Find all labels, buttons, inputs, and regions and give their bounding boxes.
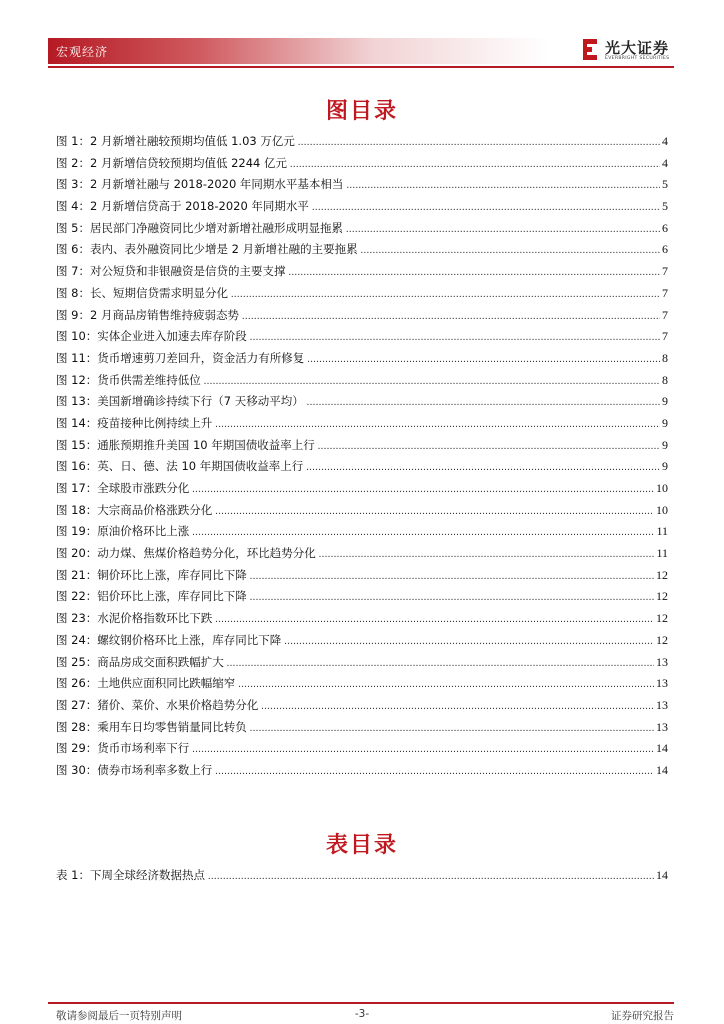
toc-entry-label: 图 20：动力煤、焦煤价格趋势分化，环比趋势分化 [56, 546, 316, 561]
header-section-label: 宏观经济 [56, 45, 109, 59]
footer-disclaimer: 敬请参阅最后一页特别声明 [56, 1010, 182, 1022]
header-band [48, 38, 548, 64]
brand-logo-name: 光大证券 [605, 39, 670, 57]
toc-leader-dots [192, 739, 654, 761]
toc-entry-label: 图 1：2 月新增社融较预期均值低 1.03 万亿元 [56, 134, 295, 148]
toc-leader-dots [284, 631, 654, 653]
figure-index-entry[interactable] [56, 630, 668, 652]
toc-entry-label: 图 2：2 月新增信贷较预期均值低 2244 亿元 [56, 155, 288, 170]
toc-entry-label: 图 10：实体企业进入加速去库存阶段 [56, 329, 247, 344]
figure-index-entry[interactable] [56, 760, 668, 782]
toc-leader-dots [307, 392, 660, 414]
figure-index-entry[interactable] [56, 478, 668, 500]
toc-entry-page: 9 [662, 394, 668, 409]
figure-index-entry[interactable] [56, 348, 668, 370]
toc-entry-page: 7 [662, 285, 668, 300]
toc-entry-label: 图 6：表内、表外融资同比少增是 2 月新增社融的主要拖累 [56, 242, 358, 257]
toc-leader-dots [318, 436, 660, 458]
footer-report-type: 证券研究报告 [611, 1010, 674, 1022]
toc-entry-label: 图 21：铜价环比上涨，库存同比下降 [56, 567, 247, 582]
toc-leader-dots [192, 522, 654, 544]
page-number: -3- [354, 1008, 370, 1020]
figure-index-entry[interactable] [56, 131, 668, 153]
toc-entry-label: 图 28：乘用车日均零售销量同比转负 [56, 719, 247, 734]
figure-index-entry[interactable] [56, 543, 668, 565]
figure-index-title: 图目录 [325, 99, 398, 124]
toc-entry-label: 图 18：大宗商品价格涨跌分化 [56, 502, 213, 517]
toc-leader-dots [215, 609, 654, 631]
toc-leader-dots [312, 197, 660, 219]
toc-entry-label: 图 19：原油价格环比上涨 [56, 524, 190, 539]
figure-index-entry[interactable] [56, 738, 668, 760]
toc-leader-dots [361, 240, 660, 262]
figure-index-entry[interactable] [56, 326, 668, 348]
toc-entry-page: 11 [656, 546, 668, 561]
figure-index-entry[interactable] [56, 283, 668, 305]
footer-rule [48, 1002, 674, 1004]
toc-entry-label: 图 22：铝价环比上涨，库存同比下降 [56, 589, 247, 604]
toc-leader-dots [306, 457, 660, 479]
toc-leader-dots [227, 653, 654, 675]
toc-entry-label: 图 27：猪价、菜价、水果价格趋势分化 [56, 697, 259, 712]
toc-entry-label: 图 8：长、短期信贷需求明显分化 [56, 285, 228, 300]
toc-entry-label: 图 14：疫苗接种比例持续上升 [56, 415, 213, 430]
toc-entry-page: 12 [656, 611, 668, 626]
toc-leader-dots [242, 306, 660, 328]
toc-leader-dots [290, 154, 660, 176]
figure-index-entry[interactable] [56, 196, 668, 218]
figure-index-entry[interactable] [56, 218, 668, 240]
toc-entry-label: 图 16：英、日、德、法 10 年期国债收益率上行 [56, 459, 304, 474]
toc-leader-dots [215, 761, 654, 783]
toc-entry-page: 14 [656, 762, 668, 777]
figure-index-entry[interactable] [56, 500, 668, 522]
toc-leader-dots [238, 674, 654, 696]
toc-entry-page: 14 [656, 868, 668, 882]
figure-index-entry[interactable] [56, 456, 668, 478]
toc-entry-page: 8 [662, 372, 668, 387]
figure-index-entry[interactable] [56, 435, 668, 457]
figure-index-entry[interactable] [56, 370, 668, 392]
toc-entry-page: 11 [656, 524, 668, 539]
figure-index-entry[interactable] [56, 608, 668, 630]
toc-leader-dots [231, 284, 660, 306]
toc-entry-page: 12 [656, 632, 668, 647]
toc-entry-label: 图 11：货币增速剪刀差回升，资金活力有所修复 [56, 350, 305, 365]
toc-entry-page: 13 [656, 719, 668, 734]
toc-leader-dots [215, 501, 654, 523]
toc-entry-label: 图 23：水泥价格指数环比下跌 [56, 611, 213, 626]
toc-leader-dots [192, 479, 654, 501]
figure-index-entry[interactable] [56, 695, 668, 717]
toc-entry-page: 7 [662, 264, 668, 279]
toc-leader-dots [215, 414, 660, 436]
toc-leader-dots [204, 371, 660, 393]
figure-index-list [56, 131, 668, 782]
toc-entry-page: 7 [662, 329, 668, 344]
toc-entry-label: 图 17：全球股市涨跌分化 [56, 481, 190, 495]
toc-leader-dots [307, 349, 660, 371]
toc-entry-label: 图 4：2 月新增信贷高于 2018-2020 年同期水平 [56, 199, 309, 214]
toc-entry-page: 13 [656, 654, 668, 669]
toc-entry-label: 表 1：下周全球经济数据热点 [56, 868, 205, 882]
figure-index-entry[interactable] [56, 586, 668, 608]
toc-entry-page: 12 [656, 567, 668, 582]
brand-logo [583, 37, 683, 65]
figure-index-entry[interactable] [56, 153, 668, 175]
toc-entry-page: 9 [662, 415, 668, 430]
figure-index-entry[interactable] [56, 391, 668, 413]
figure-index-entry[interactable] [56, 239, 668, 261]
toc-entry-page: 13 [656, 676, 668, 691]
toc-leader-dots [346, 175, 660, 197]
toc-entry-label: 图 26：土地供应面积同比跌幅缩窄 [56, 676, 236, 691]
figure-index-entry[interactable] [56, 565, 668, 587]
figure-index-entry[interactable] [56, 261, 668, 283]
toc-entry-label: 图 12：货币供需差维持低位 [56, 372, 201, 387]
table-index-list [56, 865, 668, 887]
toc-entry-page: 9 [662, 459, 668, 474]
toc-entry-label: 图 25：商品房成交面积跌幅扩大 [56, 654, 224, 669]
toc-entry-page: 7 [662, 307, 668, 322]
figure-index-entry[interactable] [56, 521, 668, 543]
toc-entry-page: 4 [662, 134, 668, 148]
toc-entry-page: 10 [656, 502, 668, 517]
toc-entry-page: 6 [662, 220, 668, 235]
toc-entry-label: 图 7：对公短贷和非银融资是信贷的主要支撑 [56, 264, 286, 279]
toc-leader-dots [298, 132, 660, 154]
toc-leader-dots [250, 566, 654, 588]
toc-entry-label: 图 29：货币市场利率下行 [56, 741, 190, 756]
toc-leader-dots [208, 866, 654, 888]
header-rule [48, 66, 674, 68]
toc-entry-label: 图 24：螺纹钢价格环比上涨，库存同比下降 [56, 632, 282, 647]
toc-entry-page: 14 [656, 741, 668, 756]
toc-leader-dots [346, 219, 660, 241]
toc-entry-page: 5 [662, 177, 668, 192]
figure-index-entry[interactable] [56, 413, 668, 435]
toc-entry-page: 5 [662, 199, 668, 214]
toc-entry-page: 4 [662, 155, 668, 170]
table-index-entry[interactable] [56, 865, 668, 887]
toc-leader-dots [250, 718, 654, 740]
toc-leader-dots [261, 696, 654, 718]
toc-entry-page: 10 [656, 481, 668, 495]
toc-leader-dots [319, 544, 655, 566]
toc-entry-page: 12 [656, 589, 668, 604]
toc-entry-page: 6 [662, 242, 668, 257]
toc-entry-label: 图 30：债券市场利率多数上行 [56, 762, 213, 777]
toc-leader-dots [288, 262, 660, 284]
brand-logo-icon [583, 39, 597, 61]
brand-logo-english: EVERBRIGHT SECURITIES [605, 56, 670, 61]
toc-entry-page: 8 [662, 350, 668, 365]
figure-index-entry[interactable] [56, 673, 668, 695]
figure-index-entry[interactable] [56, 717, 668, 739]
toc-entry-label: 图 15：通胀预期推升美国 10 年期国债收益率上行 [56, 437, 315, 452]
toc-entry-label: 图 9：2 月商品房销售维持疲弱态势 [56, 307, 239, 322]
toc-leader-dots [250, 587, 654, 609]
figure-index-entry[interactable] [56, 305, 668, 327]
figure-index-entry[interactable] [56, 174, 668, 196]
figure-index-entry[interactable] [56, 652, 668, 674]
toc-entry-page: 13 [656, 697, 668, 712]
toc-entry-label: 图 13：美国新增确诊持续下行（7 天移动平均） [56, 394, 304, 409]
toc-entry-label: 图 5：居民部门净融资同比少增对新增社融形成明显拖累 [56, 220, 343, 235]
toc-leader-dots [250, 327, 660, 349]
toc-entry-label: 图 3：2 月新增社融与 2018-2020 年同期水平基本相当 [56, 177, 344, 192]
table-index-title: 表目录 [325, 833, 398, 858]
toc-entry-page: 9 [662, 437, 668, 452]
